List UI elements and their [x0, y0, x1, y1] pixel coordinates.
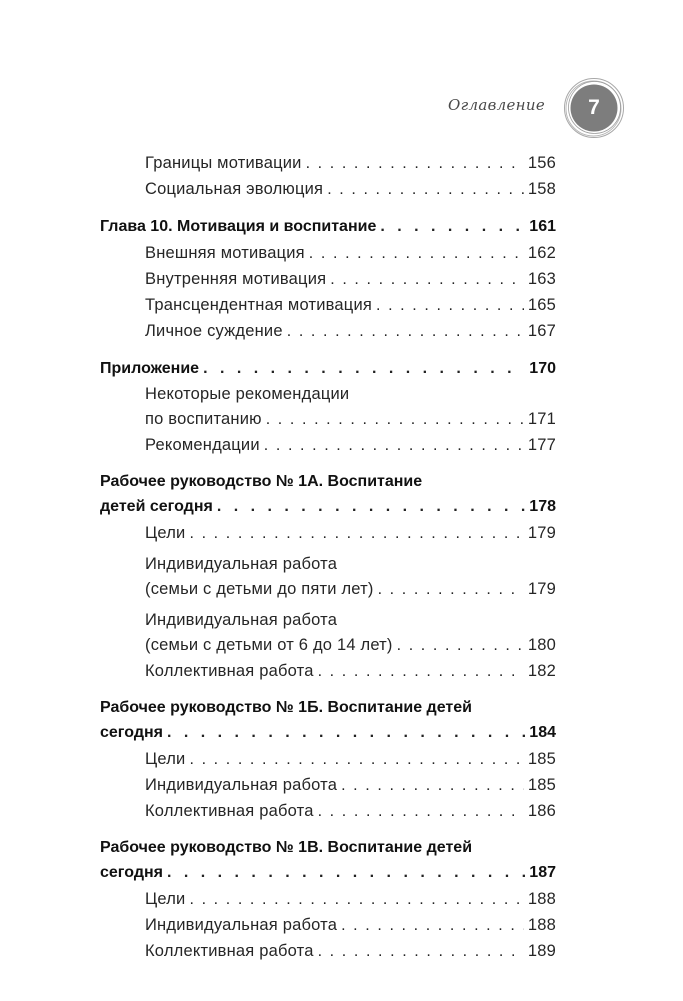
entry-page: 161: [529, 218, 556, 235]
dot-leader: [217, 494, 525, 520]
toc-entry[interactable]: [100, 746, 556, 772]
dot-leader: [397, 633, 524, 659]
entry-page: 188: [527, 890, 556, 908]
dot-leader: [341, 773, 524, 799]
entry-title: Внешняя мотивация: [145, 244, 305, 262]
dot-leader: [189, 887, 523, 913]
dot-leader: [376, 293, 524, 319]
toc-entry[interactable]: [100, 608, 556, 658]
entry-page: 184: [529, 724, 556, 741]
toc-entry[interactable]: [100, 772, 556, 798]
toc-entry[interactable]: [100, 520, 556, 546]
page-number: 7: [588, 96, 600, 119]
dot-leader: [203, 356, 525, 382]
entry-title: детей сегодня: [100, 498, 213, 515]
entry-title: (семьи с детьми от 6 до 14 лет): [145, 636, 393, 654]
entry-title-line1: Индивидуальная работа: [145, 611, 338, 629]
entry-title: сегодня: [100, 724, 163, 741]
toc-entry[interactable]: [100, 658, 556, 684]
running-title: Оглавление: [448, 96, 545, 114]
dot-leader: [318, 939, 524, 965]
dot-leader: [189, 747, 523, 773]
toc-entry[interactable]: [100, 886, 556, 912]
toc-chapter-entry[interactable]: [100, 356, 556, 382]
toc-entry[interactable]: [100, 912, 556, 938]
entry-title: по воспитанию: [145, 410, 262, 428]
entry-title: Глава 10. Мотивация и воспитание: [100, 218, 377, 235]
entry-page: 187: [529, 864, 556, 881]
toc-entry[interactable]: [100, 150, 556, 176]
dot-leader: [318, 659, 524, 685]
toc-entry[interactable]: [100, 552, 556, 602]
dot-leader: [318, 799, 524, 825]
toc-entry[interactable]: [100, 938, 556, 964]
dot-leader: [167, 720, 525, 746]
entry-page: 170: [529, 360, 556, 377]
entry-page: 186: [527, 802, 556, 820]
entry-page: 180: [527, 636, 556, 654]
entry-page: 185: [527, 776, 556, 794]
dot-leader: [309, 241, 524, 267]
toc-entry[interactable]: [100, 176, 556, 202]
entry-page: 179: [527, 580, 556, 598]
toc-chapter-entry[interactable]: [100, 836, 556, 886]
dot-leader: [341, 913, 524, 939]
entry-title-line1: Рабочее руководство № 1А. Воспитание: [100, 473, 423, 490]
dot-leader: [189, 521, 523, 547]
entry-title: Трансцендентная мотивация: [145, 296, 372, 314]
entry-title: Индивидуальная работа: [145, 776, 338, 794]
toc-chapter-entry[interactable]: [100, 470, 556, 520]
entry-page: 167: [527, 322, 556, 340]
entry-page: 182: [527, 662, 556, 680]
entry-title: Коллективная работа: [145, 942, 314, 960]
entry-title-line1: Некоторые рекомендации: [145, 385, 350, 403]
entry-title: Коллективная работа: [145, 662, 314, 680]
toc-entry[interactable]: [100, 432, 556, 458]
entry-title: сегодня: [100, 864, 163, 881]
entry-title: Личное суждение: [145, 322, 283, 340]
toc-entry[interactable]: [100, 240, 556, 266]
entry-title: Границы мотивации: [145, 154, 302, 172]
entry-title: (семьи с детьми до пяти лет): [145, 580, 374, 598]
entry-page: 163: [527, 270, 556, 288]
dot-leader: [306, 151, 524, 177]
toc-entry[interactable]: [100, 266, 556, 292]
dot-leader: [378, 577, 524, 603]
entry-page: 165: [527, 296, 556, 314]
entry-page: 179: [527, 524, 556, 542]
dot-leader: [266, 407, 524, 433]
dot-leader: [330, 267, 524, 293]
entry-title: Рекомендации: [145, 436, 260, 454]
entry-page: 189: [527, 942, 556, 960]
page-number-badge: [562, 76, 626, 140]
entry-page: 188: [527, 916, 556, 934]
entry-title: Социальная эволюция: [145, 180, 324, 198]
entry-page: 171: [527, 410, 556, 428]
dot-leader: [380, 214, 525, 240]
table-of-contents: [100, 150, 556, 964]
entry-page: 178: [529, 498, 556, 515]
toc-entry[interactable]: [100, 798, 556, 824]
entry-title: Цели: [145, 524, 186, 542]
entry-title: Внутренняя мотивация: [145, 270, 327, 288]
toc-entry[interactable]: [100, 382, 556, 432]
entry-page: 158: [527, 180, 556, 198]
entry-page: 177: [527, 436, 556, 454]
entry-title: Индивидуальная работа: [145, 916, 338, 934]
entry-title: Приложение: [100, 360, 200, 377]
toc-entry[interactable]: [100, 292, 556, 318]
dot-leader: [264, 433, 524, 459]
entry-page: 162: [527, 244, 556, 262]
entry-page: 156: [527, 154, 556, 172]
entry-title-line1: Рабочее руководство № 1Б. Воспитание детей: [100, 699, 472, 716]
entry-title-line1: Индивидуальная работа: [145, 555, 338, 573]
toc-chapter-entry[interactable]: [100, 696, 556, 746]
dot-leader: [287, 319, 524, 345]
toc-entry[interactable]: [100, 318, 556, 344]
entry-title-line1: Рабочее руководство № 1В. Воспитание детей: [100, 839, 473, 856]
entry-title: Коллективная работа: [145, 802, 314, 820]
entry-page: 185: [527, 750, 556, 768]
dot-leader: [327, 177, 524, 203]
entry-title: Цели: [145, 890, 186, 908]
toc-chapter-entry[interactable]: [100, 214, 556, 240]
dot-leader: [167, 860, 525, 886]
entry-title: Цели: [145, 750, 186, 768]
